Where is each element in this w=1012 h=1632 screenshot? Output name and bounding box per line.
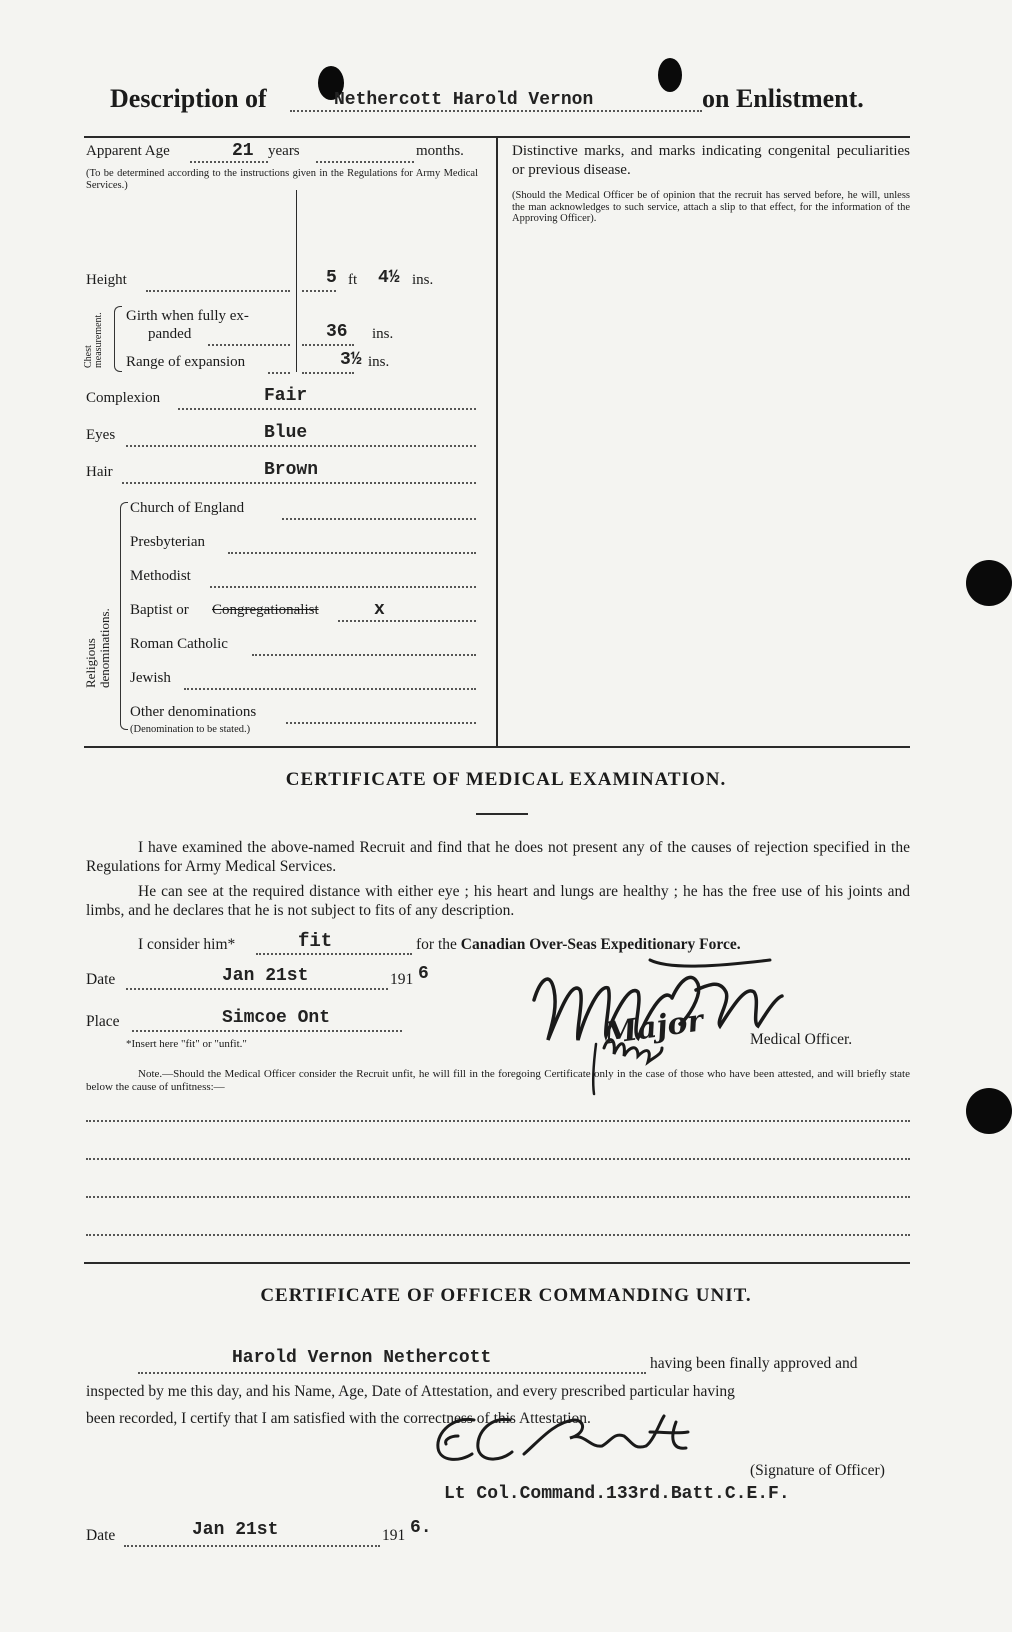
religion-brace (120, 502, 128, 730)
medical-officer-label: Medical Officer. (750, 1031, 853, 1048)
medical-date-dotline (126, 988, 388, 990)
column-divider (496, 137, 498, 746)
punch-hole-bottom (966, 1088, 1012, 1134)
age-value: 21 (232, 141, 254, 161)
girth-label-2: panded (148, 326, 192, 342)
marks-title: Distinctive marks, and marks indicating congenital peculiarities or previous disease. (512, 143, 910, 178)
signature-of-officer-label: (Signature of Officer) (750, 1462, 885, 1479)
chest-side-label: Chest measurement. (83, 312, 104, 368)
religion-side-label: Religious denominations. (83, 608, 112, 688)
ft-label: ft (348, 272, 358, 288)
religion-item: Roman Catholic (130, 636, 228, 652)
unfitness-line (86, 1120, 910, 1122)
range-dotline (268, 372, 290, 374)
consider-label: I consider him* (138, 936, 236, 953)
religion-item: Methodist (130, 568, 191, 584)
left-value-divider (296, 190, 297, 372)
range-ins-label: ins. (368, 354, 390, 370)
medical-year-printed: 191 (390, 971, 414, 988)
commanding-officer-title: Lt Col.Command.133rd.Batt.C.E.F. (444, 1484, 790, 1504)
height-ft-value: 5 (326, 268, 337, 288)
medical-title-rule (476, 813, 528, 815)
unfitness-line (86, 1234, 910, 1236)
header-name: Nethercott Harold Vernon (334, 90, 594, 110)
commanding-year-printed: 191 (382, 1527, 406, 1544)
months-label: months. (416, 143, 464, 159)
girth-value: 36 (326, 322, 348, 342)
religion-dotline (338, 620, 476, 622)
commanding-text-2: inspected by me this day, and his Name, Age, Date of Attestation, and every prescribed particular having (86, 1383, 735, 1400)
religion-item: Church of England (130, 500, 245, 516)
commanding-officer-signature (414, 1402, 754, 1472)
place-dotline (132, 1030, 402, 1032)
force-label: for the Canadian Over-Seas Expeditionary Force. (416, 936, 741, 953)
consider-value: fit (298, 930, 333, 952)
insert-note: *Insert here "fit" or "unfit." (126, 1038, 247, 1050)
medical-year-written: 6 (418, 964, 429, 984)
commanding-title: CERTIFICATE OF OFFICER COMMANDING UNIT. (260, 1285, 752, 1306)
commanding-year-written: 6. (410, 1518, 432, 1538)
commanding-date-value: Jan 21st (192, 1520, 279, 1540)
girth-value-dotline (302, 344, 354, 346)
religion-dotline (286, 722, 476, 724)
commanding-text-1: having been finally approved and (650, 1355, 858, 1372)
unfitness-line (86, 1196, 910, 1198)
section-rule (84, 746, 910, 748)
ink-blot-right (658, 58, 682, 92)
religion-dotline (282, 518, 476, 520)
age-label: Apparent Age (86, 143, 170, 159)
hair-dotline (122, 482, 476, 484)
religion-item: Other denominations (130, 704, 257, 720)
girth-ins-label: ins. (372, 326, 394, 342)
header-suffix: on Enlistment. (702, 84, 864, 113)
range-label: Range of expansion (126, 354, 246, 370)
girth-dotline (208, 344, 290, 346)
medical-para-2: He can see at the required distance with either eye ; his heart and lungs are healthy ; he has the free use of his joints and limbs, and he declares that he is not subject to fits of any description. (86, 883, 910, 919)
height-dotline (146, 290, 290, 292)
age-dotline (190, 161, 268, 163)
place-value: Simcoe Ont (222, 1008, 331, 1028)
religion-item: Presbyterian (130, 534, 205, 550)
eyes-label: Eyes (86, 427, 116, 443)
height-in-value: 4½ (378, 268, 400, 288)
consider-dotline (256, 953, 412, 955)
religion-item: Jewish (130, 670, 171, 686)
religion-item: Baptist or (130, 602, 189, 618)
age-note: (To be determined according to the instructions given in the Regulations for Army Medical Services.) (86, 168, 478, 191)
force-name-bold: Canadian Over-Seas Expeditionary Force. (460, 936, 741, 953)
commanding-date-label: Date (86, 1527, 116, 1544)
header-dotline (290, 110, 702, 112)
height-label: Height (86, 272, 127, 288)
commanding-date-dotline (124, 1545, 380, 1547)
hair-label: Hair (86, 464, 113, 480)
religion-dotline (252, 654, 476, 656)
congregationalist-struck: Congregationalist (212, 602, 319, 618)
commanding-name-value: Harold Vernon Nethercott (232, 1348, 492, 1368)
place-label: Place (86, 1013, 120, 1030)
months-dotline (316, 161, 414, 163)
height-ins-label: ins. (412, 272, 434, 288)
denomination-note: (Denomination to be stated.) (130, 724, 251, 735)
complexion-label: Complexion (86, 390, 161, 406)
religion-dotline (228, 552, 476, 554)
header-prefix: Description of (110, 84, 267, 113)
commanding-text-3: been recorded, I certify that I am satisfied with the correctness of this Attestation. (86, 1410, 591, 1427)
range-value: 3½ (340, 350, 362, 370)
medical-date-value: Jan 21st (222, 966, 309, 986)
eyes-dotline (126, 445, 476, 447)
medical-date-label: Date (86, 971, 116, 988)
rank-signature: Major (602, 1003, 706, 1052)
baptist-mark: x (374, 600, 385, 620)
unfitness-line (86, 1158, 910, 1160)
chest-brace (114, 306, 122, 372)
years-label: years (268, 143, 300, 159)
height-ft-dotline (302, 290, 336, 292)
punch-hole-top (966, 560, 1012, 606)
religion-dotline (184, 688, 476, 690)
complexion-dotline (178, 408, 476, 410)
medical-note: Note.—Should the Medical Officer consider the Recruit unfit, he will fill in the foregoing Certificate only in the case of those who have been attested, and will briefly state below the cause of unfitness:— (86, 1068, 910, 1093)
religion-dotline (210, 586, 476, 588)
medical-title: CERTIFICATE OF MEDICAL EXAMINATION. (285, 769, 727, 790)
marks-note: (Should the Medical Officer be of opinion that the recruit has served before, he will, unless the man acknowledges to such service, attach a slip to that effect, for the information of the Approving Officer). (512, 190, 910, 224)
complexion-value: Fair (264, 386, 308, 406)
range-value-dotline (302, 372, 354, 374)
section-rule-2 (84, 1262, 910, 1264)
hair-value: Brown (264, 460, 319, 480)
girth-label-1: Girth when fully ex- (126, 308, 249, 324)
eyes-value: Blue (264, 423, 308, 443)
commanding-name-dotline (138, 1372, 646, 1374)
medical-para-1: I have examined the above-named Recruit and find that he does not present any of the causes of rejection specified in the Regulations for Army Medical Services. (86, 839, 910, 875)
